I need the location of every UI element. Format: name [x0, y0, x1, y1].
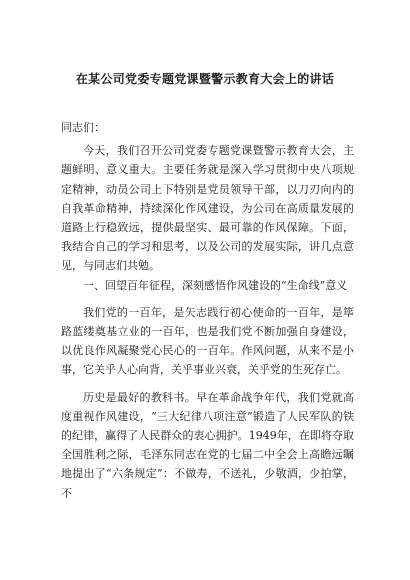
paragraph-century: 我们党的一百年，是矢志践行初心使命的一百年，是筚路蓝缕奠基立业的一百年，也是我们党不断加强自身建设，以优良作风凝聚党心民心的一百年。作风问题，从来不是小事，它关乎人心向背，关乎事业兴衰，关乎党的生死存亡。 — [61, 305, 354, 377]
document-title: 在某公司党委专题党课暨警示教育大会上的讲话 — [75, 72, 335, 86]
section-heading-1: 一、回望百年征程，深刻感悟作风建设的“生命线”意义 — [83, 278, 348, 292]
document-body — [61, 118, 354, 503]
salutation: 同志们： — [61, 121, 105, 134]
paragraph-history: 历史是最好的教科书。早在革命战争年代，我们党就高度重视作风建设，“三大纪律八项注意”锻造了人民军队的铁的纪律，赢得了人民群众的衷心拥护。1949年，在即将夺取全国胜利之际，毛泽东同志在党的七届二中全会上高瞻远瞩地提出了“六条规定”：不做寿，不送礼，少敬酒，少拍掌，不 — [61, 390, 354, 500]
paragraph-intro: 今天，我们召开公司党委专题党课暨警示教育大会，主题鲜明、意义重大。主要任务就是深入学习贯彻中央八项规定精神，动员公司上下特别是党员领导干部，以刀刃向内的自我革命精神，持续深化作风建设，为公司在高质量发展的道路上行稳致远，提供最坚实、最可靠的作风保障。下面，我结合自己的学习和思考，以及公司的发展实际，讲几点意见，与同志们共勉。 — [61, 144, 354, 273]
